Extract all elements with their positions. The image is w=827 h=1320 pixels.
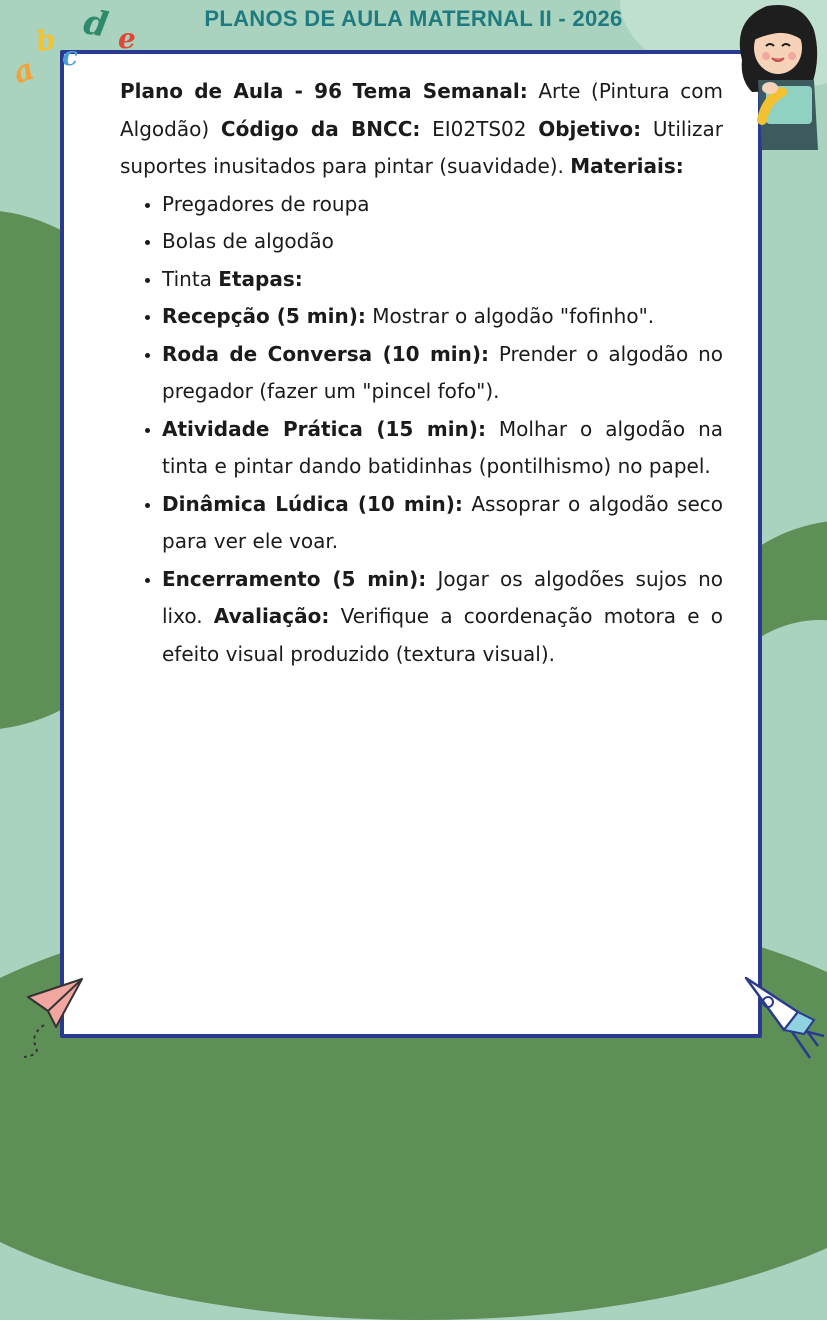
lesson-plan-text: [120, 73, 723, 673]
letter-e: e: [118, 22, 136, 55]
list-item: • Dinâmica Lúdica (10 min): Assoprar o algodão seco para ver ele voar.: [162, 486, 723, 561]
page-title: PLANOS DE AULA MATERNAL II - 2026: [204, 6, 623, 31]
avaliacao-label: Avaliação:: [213, 604, 330, 628]
rocket-icon: [738, 972, 827, 1065]
paper-plane-icon: [0, 975, 95, 1060]
objetivo-value: Utilizar suportes inusitados para pintar (suavidade).: [120, 116, 723, 178]
tema-label: Tema Semanal:: [352, 79, 528, 103]
letter-d: d: [80, 2, 112, 46]
list-item: • Recepção (5 min): Mostrar o algodão "fofinho".: [162, 298, 723, 336]
list-item: • Encerramento (5 min): Jogar os algodões sujos no lixo. Avaliação: Verifique a coordenação motora e o efeito visual produzido (textura visual).: [162, 561, 723, 674]
tema-value: Arte (Pintura com Algodão): [120, 79, 724, 141]
bncc-label: Código da BNCC:: [220, 116, 421, 141]
bncc-value: EI02TS02: [420, 116, 539, 141]
objetivo-label: Objetivo:: [538, 116, 642, 141]
list-item: • Bolas de algodão: [162, 223, 723, 261]
lesson-items-list: [120, 186, 723, 674]
etapas-label: Etapas:: [218, 266, 303, 291]
girl-reading-illustration: [722, 0, 827, 160]
list-item: • Pregadores de roupa: [162, 186, 723, 224]
list-item: • Roda de Conversa (10 min): Prender o algodão no pregador (fazer um "pincel fofo").: [162, 336, 723, 411]
plano-label: Plano de Aula - 96: [120, 79, 343, 103]
list-item: • Atividade Prática (15 min): Molhar o algodão na tinta e pintar dando batidinhas (pontilhismo) no papel.: [162, 411, 723, 486]
letter-a: a: [8, 51, 39, 92]
list-item: • Tinta Etapas:: [162, 261, 723, 299]
letter-b: b: [33, 22, 59, 59]
lesson-intro: [120, 73, 723, 186]
letter-c: c: [62, 42, 78, 72]
materiais-label: Materiais:: [570, 154, 684, 178]
